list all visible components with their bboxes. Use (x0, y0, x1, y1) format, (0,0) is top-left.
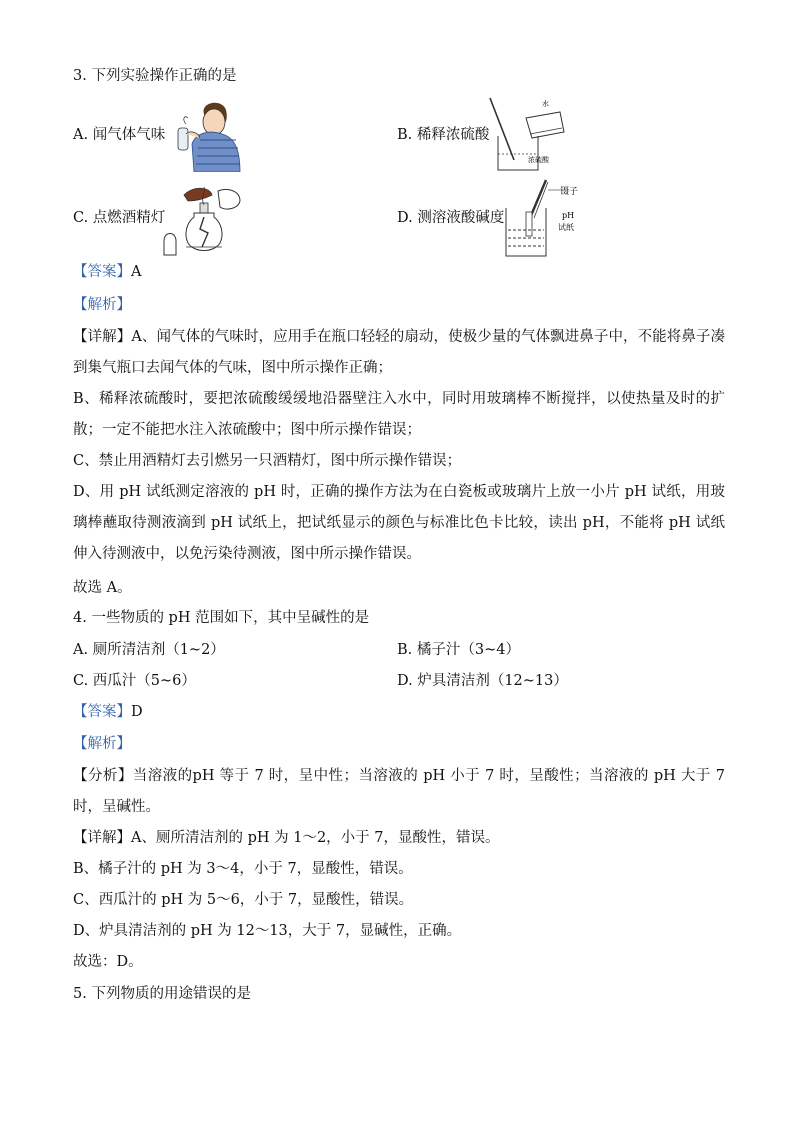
answer-value: A (131, 264, 142, 280)
q4-fenxi (73, 761, 725, 823)
detail-tag: 【详解】 (73, 830, 131, 846)
q4-stem: 4. 一些物质的 pH 范围如下，其中呈碱性的是 (73, 610, 370, 626)
q4-option-a: A. 厕所清洁剂（1~2） (73, 642, 225, 658)
q3-detail-a (73, 322, 725, 384)
label-water: 水 (542, 100, 549, 108)
q4-option-d: D. 炉具清洁剂（12~13） (397, 673, 568, 689)
q3-detail-c: C、禁止用酒精灯去引燃另一只酒精灯，图中所示操作错误； (73, 453, 462, 469)
q4-option-c: C. 西瓜汁（5~6） (73, 673, 196, 689)
q4-analysis-tag: 【解析】 (73, 736, 131, 752)
q4-detail-b: B、橘子汁的 pH 为 3～4，小于 7，显酸性，错误。 (73, 861, 413, 877)
q3-choose: 故选 A。 (73, 580, 132, 596)
q4-detail-a (73, 823, 725, 854)
answer-tag: 【答案】 (73, 264, 131, 280)
figure-dilute-acid (484, 94, 570, 174)
detail-tag: 【详解】 (73, 329, 132, 345)
answer-value: D (131, 704, 143, 720)
label-tweezers: 镊子 (560, 187, 579, 197)
q5-stem: 5. 下列物质的用途错误的是 (73, 986, 251, 1002)
detail-a-text: A、厕所清洁剂的 pH 为 1～2，小于 7，显酸性，错误。 (131, 830, 500, 846)
q4-detail-d: D、炉具清洁剂的 pH 为 12～13，大于 7，显碱性，正确。 (73, 923, 462, 939)
q3-analysis-tag: 【解析】 (73, 297, 131, 313)
figure-alcohol-lamp (160, 183, 246, 261)
figure-ph-test (500, 178, 590, 258)
q3-stem: 3. 下列实验操作正确的是 (73, 68, 237, 84)
q4-choose: 故选：D。 (73, 954, 143, 970)
q4-answer (73, 702, 143, 722)
fenxi-text: 当溶液的pH 等于 7 时，呈中性；当溶液的 pH 小于 7 时，呈酸性；当溶液的 pH 大于 7 时，呈碱性。 (73, 768, 726, 815)
q3-option-c: C. 点燃酒精灯 (73, 210, 166, 226)
figure-smell-gas (170, 100, 246, 172)
answer-tag: 【答案】 (73, 704, 131, 720)
q4-option-b: B. 橘子汁（3~4） (397, 642, 520, 658)
q3-option-d: D. 测溶液酸碱度 (397, 210, 505, 226)
q3-detail-d: D、用 pH 试纸测定溶液的 pH 时，正确的操作方法为在白瓷板或玻璃片上放一小片 pH 试纸，用玻璃棒蘸取待测液滴到 pH 试纸上，把试纸显示的颜色与标准比色卡比较，读出 pH，不能将 pH 试纸伸入待测液中，以免污染待测液，图中所示操作错误。 (73, 484, 725, 562)
label-concentrated-acid: 浓硫酸 (528, 156, 549, 164)
q3-option-b: B. 稀释浓硫酸 (397, 127, 490, 143)
detail-a-text: A、闻气体的气味时，应用手在瓶口轻轻的扇动，使极少量的气体飘进鼻子中，不能将鼻子凑到集气瓶口去闻气体的气味，图中所示操作正确； (73, 329, 726, 376)
label-test-paper: 试纸 (558, 223, 574, 232)
q4-detail-c: C、西瓜汁的 pH 为 5～6，小于 7，显酸性，错误。 (73, 892, 414, 908)
q3-answer (73, 262, 141, 282)
label-ph: pH (562, 211, 575, 220)
q3-detail-b: B、稀释浓硫酸时，要把浓硫酸缓缓地沿器壁注入水中，同时用玻璃棒不断搅拌，以使热量及时的扩散；一定不能把水注入浓硫酸中；图中所示操作错误； (73, 391, 725, 438)
fenxi-tag: 【分析】 (73, 768, 133, 784)
q3-option-a: A. 闻气体气味 (73, 127, 166, 143)
